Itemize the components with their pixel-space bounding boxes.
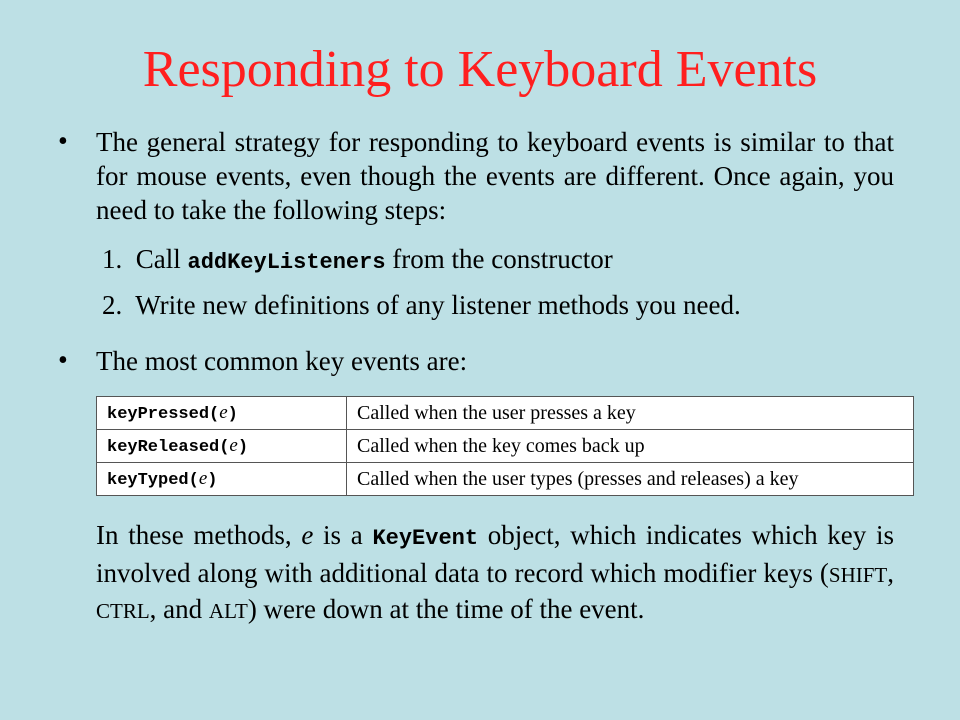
step-text: from the constructor (385, 244, 613, 274)
key-events-intro: The most common key events are: (96, 346, 468, 376)
method-cell: keyPressed(e) (97, 397, 347, 430)
step-text: Write new definitions of any listener methods you need. (135, 290, 741, 320)
code-KeyEvent: KeyEvent (372, 526, 479, 551)
description-cell: Called when the key comes back up (347, 430, 914, 463)
closing-paragraph: In these methods, e is a KeyEvent object, which indicates which key is involved along with additional data to record which modifier keys (SHIFT, CTRL, and ALT) were down at the time of the event. (96, 520, 894, 624)
slide-title: Responding to Keyboard Events (142, 41, 818, 98)
table-row (97, 397, 914, 430)
step-text: Call (135, 244, 188, 274)
bullet-marker: • (58, 126, 68, 157)
code-addKeyListeners: addKeyListeners (187, 250, 386, 275)
modifier-ctrl: CTRL (96, 599, 150, 623)
method-cell: keyTyped(e) (97, 463, 347, 496)
key-events-table (96, 396, 914, 496)
method-cell: keyReleased(e) (97, 430, 347, 463)
modifier-shift: SHIFT (828, 563, 888, 587)
bullet-marker: • (58, 345, 68, 376)
modifier-alt: ALT (208, 599, 248, 623)
description-cell: Called when the user types (presses and releases) a key (347, 463, 914, 496)
step-number: 1. (102, 244, 123, 274)
description-cell: Called when the user presses a key (347, 397, 914, 430)
table-row (97, 430, 914, 463)
step-2 (102, 288, 741, 322)
step-1 (102, 242, 613, 280)
intro-paragraph: The general strategy for responding to keyboard events is similar to that for mouse events, even though the events are different. Once again, you need to take the following steps: (96, 127, 894, 225)
table-row (97, 463, 914, 496)
step-number: 2. (102, 290, 123, 320)
